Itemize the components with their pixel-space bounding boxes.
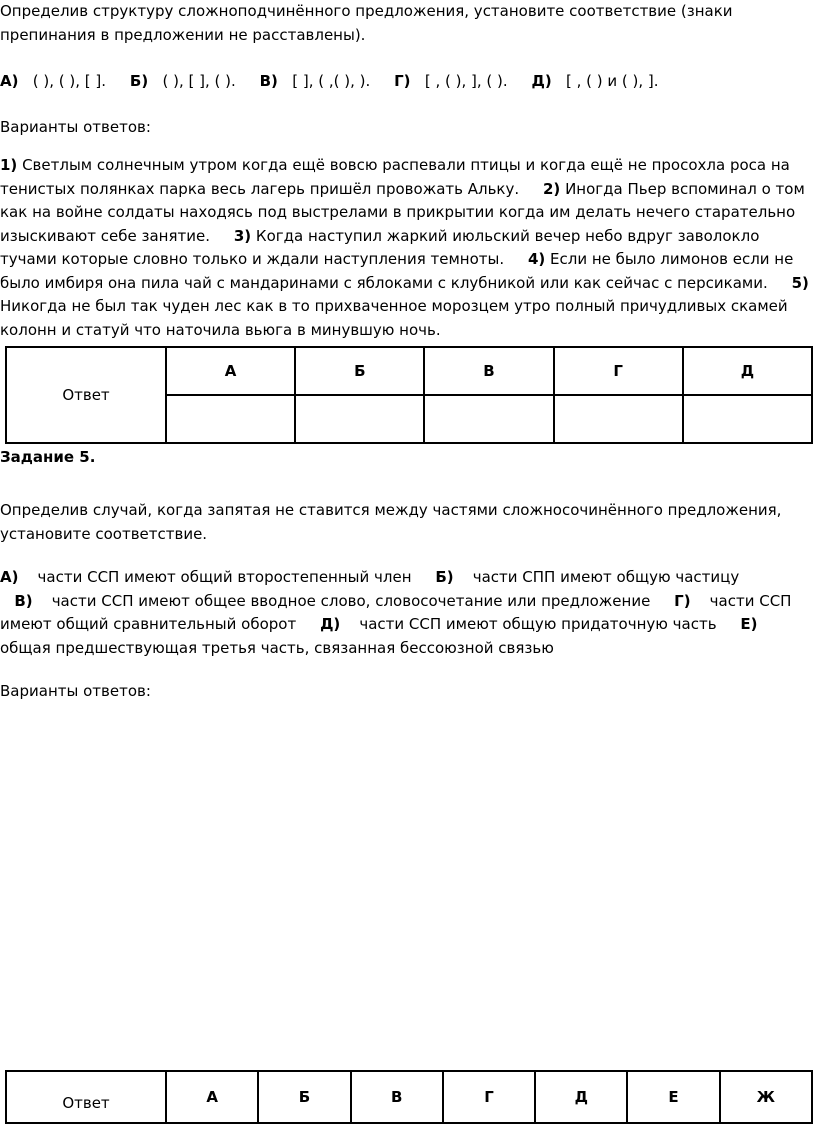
task5-variants-title: Варианты ответов: <box>0 682 151 700</box>
option-a: части ССП имеют общий второстепенный член <box>37 568 412 586</box>
task4-answer-table <box>5 346 813 444</box>
task4-answer-label: Ответ <box>6 347 166 443</box>
task4-col-a: А <box>166 347 295 395</box>
task5-answer-table <box>5 1070 813 1124</box>
task5-answer-label-text: Ответ <box>62 1094 110 1112</box>
scheme-g: [ , ( ), ], ( ). <box>424 72 508 90</box>
sentence-3: Когда наступил жаркий июльский вечер небо вдруг заволокло тучами которые словно только и ждали наступления темноты. <box>0 226 760 268</box>
task5-answer-label <box>6 1071 166 1123</box>
task4-sentences <box>0 154 814 342</box>
scheme-letter-v: В) <box>259 72 278 90</box>
sentence-num-3: 3) <box>233 226 252 245</box>
sentence-4: Если не было лимонов если не было имбиря она пила чай с мандаринами с яблоками с клубникой или как сейчас с персиками. <box>0 250 794 292</box>
task4-answer-cell-d[interactable] <box>683 395 812 443</box>
task4-answer-cell-b[interactable] <box>295 395 424 443</box>
option-v: части ССП имеют общее вводное слово, словосочетание или предложение <box>51 591 651 610</box>
sentence-1: Светлым солнечным утром когда ещё вовсю распевали птицы и когда ещё не просохла роса на тенистых полянках парка весь лагерь пришёл провожать Альку. <box>0 156 790 198</box>
option-b: части СПП имеют общую частицу <box>472 568 740 586</box>
task5-col-e: Е <box>627 1071 719 1123</box>
sentence-num-5: 5) <box>791 273 809 292</box>
option-letter-a: А) <box>0 568 19 586</box>
task5-title <box>0 446 814 470</box>
sentence-2: Иногда Пьер вспоминал о том как на войне солдаты находясь под выстрелами в прикрытии когда им делать нечего старательно изыскивают себе занятие. <box>0 179 805 245</box>
task4-col-d: Д <box>683 347 812 395</box>
task5-col-v: В <box>351 1071 443 1123</box>
task4-answer-cell-a[interactable] <box>166 395 295 443</box>
option-letter-e: Е) <box>740 615 758 633</box>
scheme-letter-g: Г) <box>394 72 411 90</box>
task4-answer-cell-v[interactable] <box>424 395 553 443</box>
scheme-d: [ , ( ) и ( ), ]. <box>566 72 659 90</box>
sentence-num-4: 4) <box>527 250 546 268</box>
task4-col-v: В <box>424 347 553 395</box>
option-letter-d: Д) <box>320 615 341 633</box>
scheme-b: ( ), [ ], ( ). <box>162 72 236 90</box>
task5-col-zh: Ж <box>720 1071 812 1123</box>
task4-answer-cell-g[interactable] <box>554 395 683 443</box>
task4-col-g: Г <box>554 347 683 395</box>
sentence-num-1: 1) <box>0 156 18 174</box>
scheme-letter-b: Б) <box>129 72 149 90</box>
task4-schemes <box>0 70 814 94</box>
scheme-letter-d: Д) <box>531 72 552 90</box>
task4-variants-title: Варианты ответов: <box>0 118 151 136</box>
task5-instruction: Определив случай, когда запятая не ставится между частями сложносочинённого предложения, установите соответствие. <box>0 501 782 543</box>
task5-options <box>0 566 814 660</box>
task4-instruction: Определив структуру сложноподчинённого предложения, установите соответствие (знаки препинания в предложении не расставлены). <box>0 2 733 44</box>
scheme-a: ( ), ( ), [ ]. <box>32 72 107 90</box>
task5-col-a: А <box>166 1071 258 1123</box>
task5-title-text: Задание 5. <box>0 448 96 466</box>
option-letter-b: Б) <box>435 568 454 586</box>
scheme-letter-a: А) <box>0 72 19 90</box>
scheme-v: [ ], ( ,( ), ). <box>292 72 371 90</box>
option-g: части ССП имеют общий сравнительный оборот <box>0 591 792 633</box>
task5-col-g: Г <box>443 1071 535 1123</box>
task5-col-b: Б <box>258 1071 350 1123</box>
sentence-5: Никогда не был так чуден лес как в то прихваченное морозцем утро полный причудливых скамей колонн и статуй что наточила вьюга в минувшую ночь. <box>0 297 788 339</box>
task5-col-d: Д <box>535 1071 627 1123</box>
sentence-num-2: 2) <box>542 179 561 198</box>
option-d: части ССП имеют общую придаточную часть <box>359 615 717 633</box>
option-letter-g: Г) <box>674 591 691 610</box>
option-letter-v: В) <box>14 591 33 610</box>
task4-col-b: Б <box>295 347 424 395</box>
option-e: общая предшествующая третья часть, связанная бессоюзной связью <box>0 638 554 657</box>
